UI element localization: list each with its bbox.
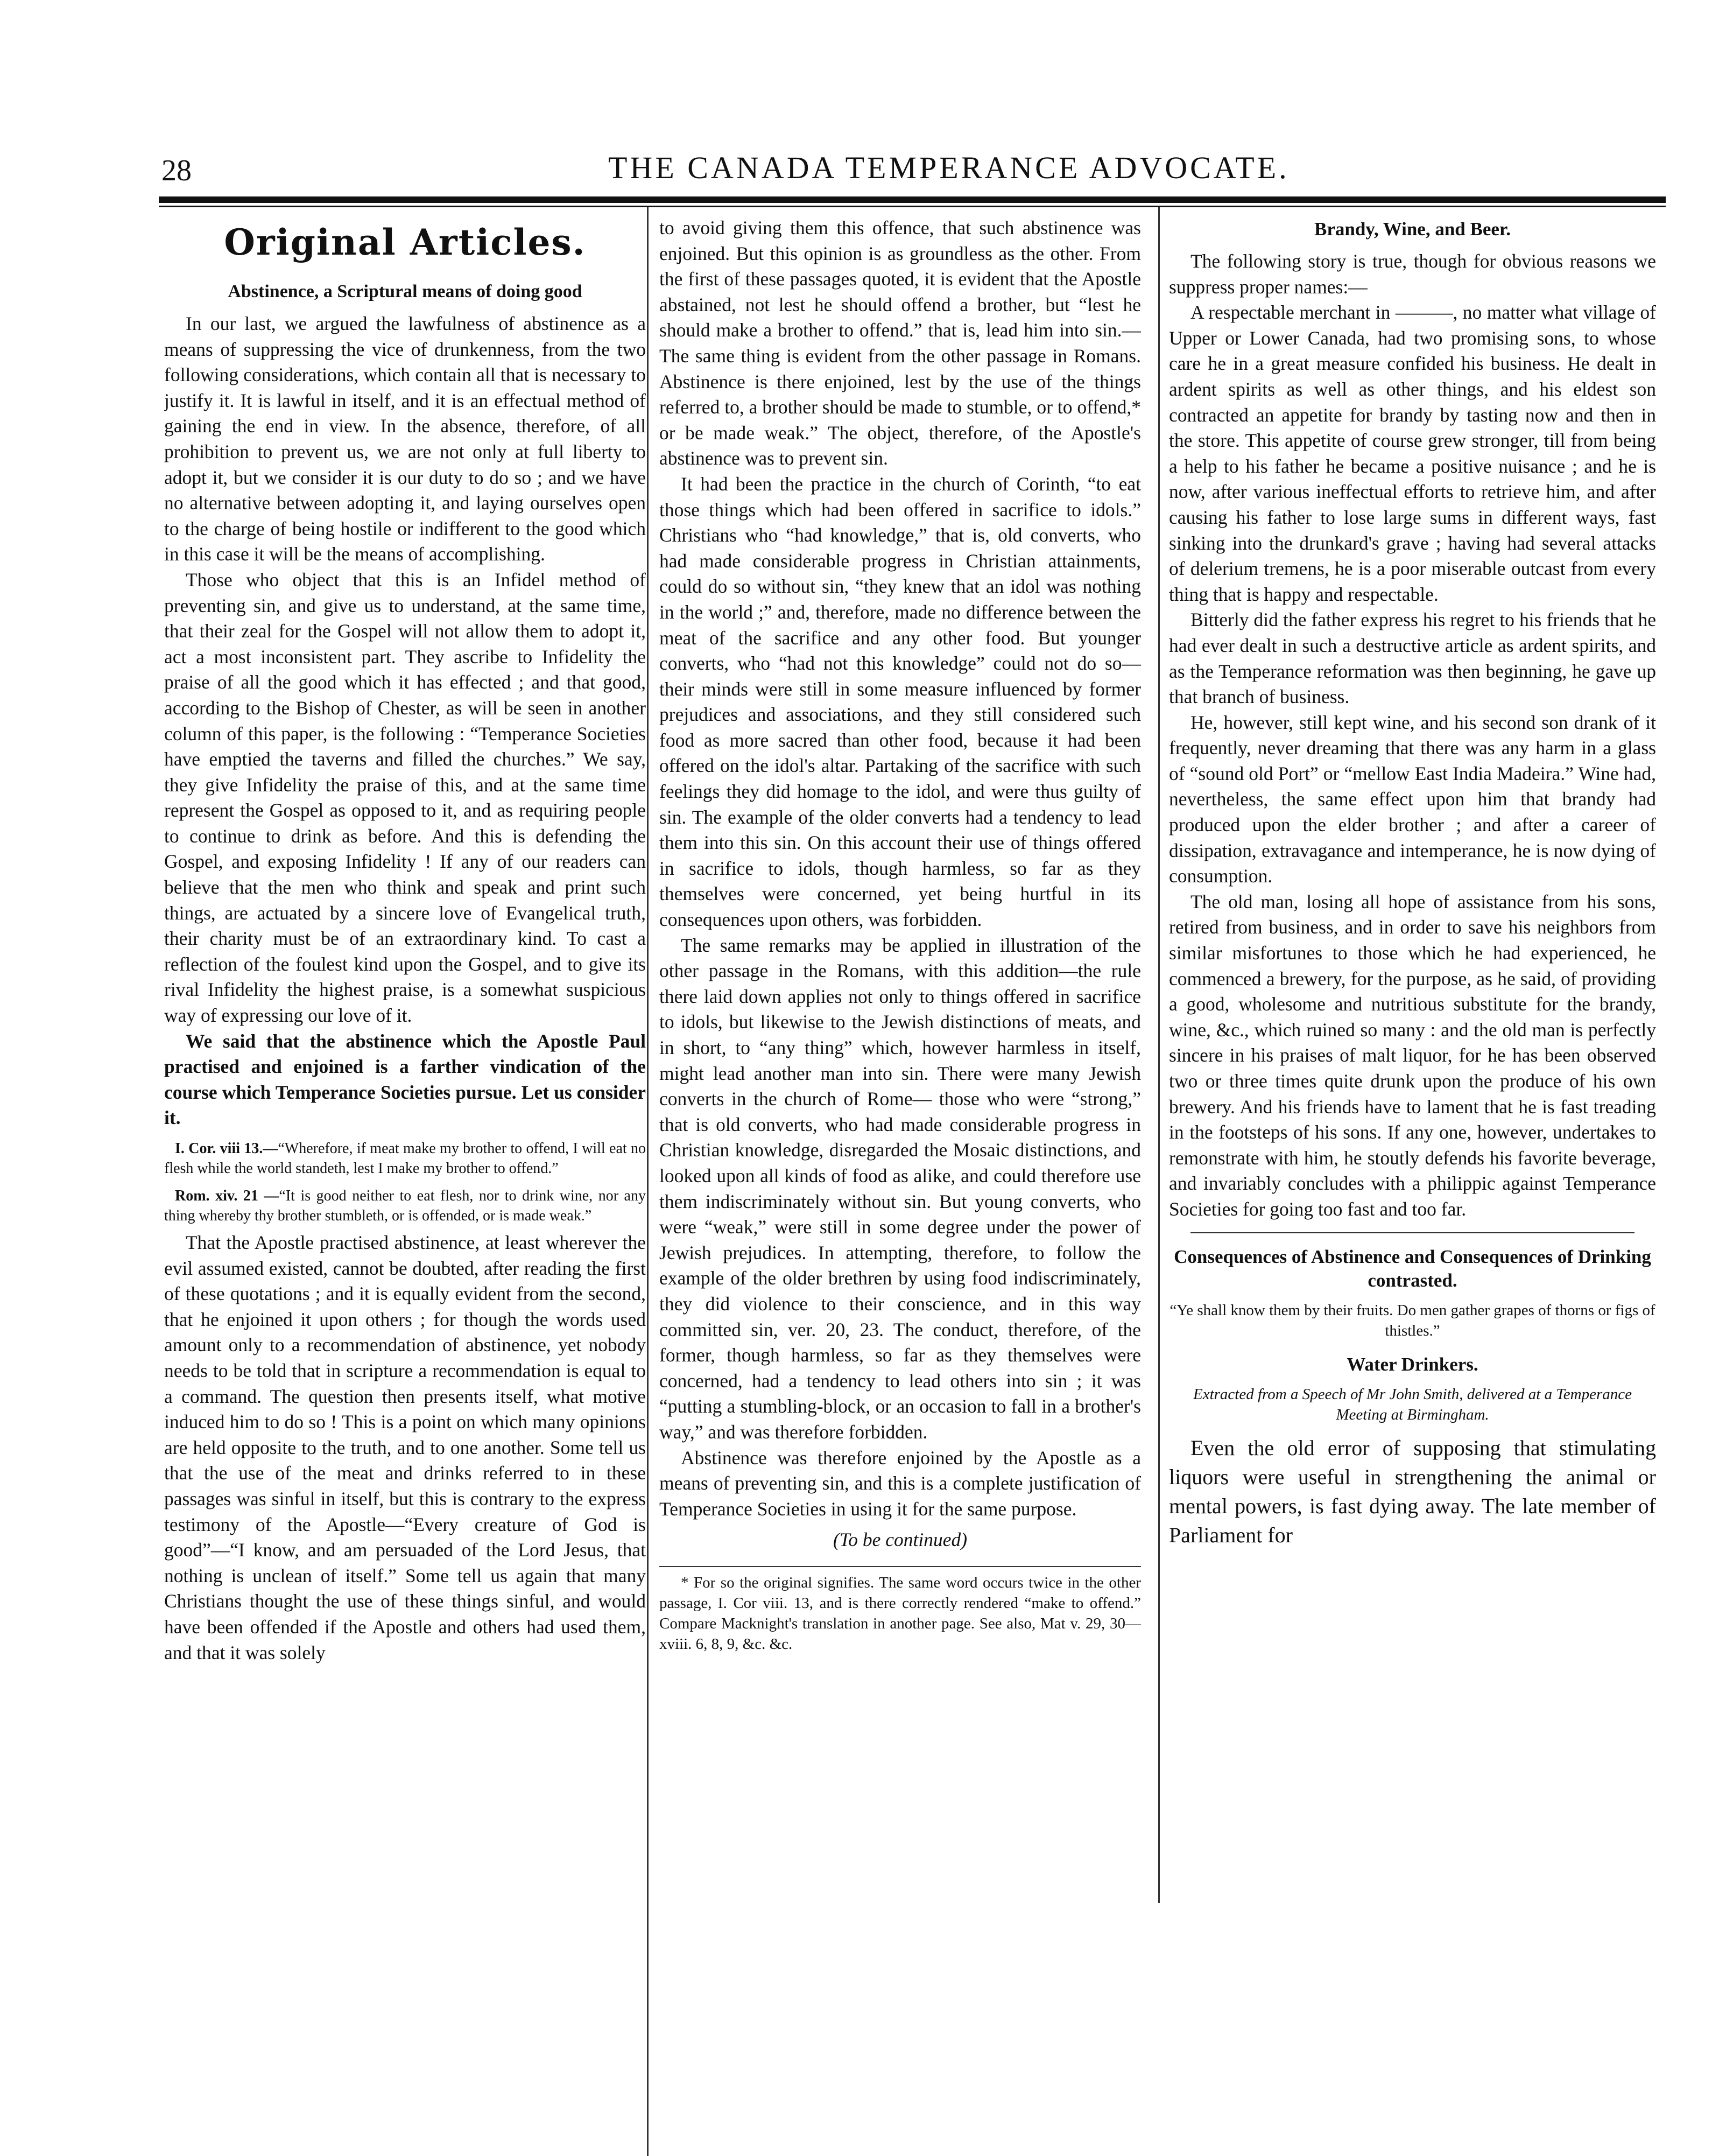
section-heading: Original Articles. xyxy=(224,221,586,263)
section-divider xyxy=(1190,1232,1634,1233)
paragraph: He, however, still kept wine, and his second son drank of it frequently, never dreaming that there was any harm in a glass of “sound old Port” or “mellow East India Madeira.” Wine had, nevertheless, the same effect upon him that brandy had produced upon the elder brother ; and after a career of dissipation, extravagance and intemperance, he is now dying of consumption. xyxy=(1169,711,1656,887)
section-heading-water-drinkers: Water Drinkers. xyxy=(1347,1353,1478,1375)
masthead: THE CANADA TEMPERANCE ADVOCATE. xyxy=(608,150,1290,185)
paragraph: A respectable merchant in ———, no matter what village of Upper or Lower Canada, had two promising sons, to whose care he in a great measure confided his business. He dealt in ardent spirits as well as other things, and his eldest son contracted an appetite for brandy by tasting now and then in the store. This appetite of course grew stronger, till from being a help to his father he became a positive nuisance ; and he is now, after various ineffectual efforts to retrieve him, and after causing his father to lose large sums in different ways, fast sinking into the drunkard's grave ; having had several attacks of delerium tremens, he is a poor miserable outcast from every thing that is happy and respectable. xyxy=(1169,301,1656,605)
column-middle xyxy=(659,215,1141,2132)
paragraph: Those who object that this is an Infidel method of preventing sin, and give us to understand, at the same time, that their zeal for the Gospel will not allow them to adopt it, act a most inconsistent part. They ascribe to Infidelity the praise of all the good which it has effected ; and that good, according to the Bishop of Chester, as will be seen in another column of this paper, is the following : “Temperance Societies have emptied the taverns and filled the churches.” We say, they give Infidelity the praise of this, and at the same time represent the Gospel as opposed to it, and as requiring people to continue to drink as before. And this is defending the Gospel, and exposing Infidelity ! If any of our readers can believe that the men who think and speak and print such things, are actuated by a sincere love of Evangelical truth, their charity must be of an extraordinary kind. To cast a reflection of the foulest kind upon the Gospel, and to give its rival Infidelity the highest praise, is a somewhat suspicious way of expressing our love of it. xyxy=(164,568,646,1027)
paragraph: Even the old error of supposing that stimulating liquors were useful in strengthening the animal or mental powers, is fast dying away. The late member of Parliament for xyxy=(1169,1435,1656,1547)
scripture-reference xyxy=(164,1186,646,1226)
page-number: 28 xyxy=(161,154,192,187)
paragraph: That the Apostle practised abstinence, at least wherever the evil assumed existed, cannot be doubted, after reading the first of these quotations ; and it is equally evident from the second, that he enjoined it upon others ; for though the words used amount only to a recommendation of abstinence, yet nobody needs to be told that in scripture a recommendation is equal to a command. The question then presents itself, what motive induced him to do so ! This is a point on which many opinions are held opposite to the truth, and to one another. Some tell us that the use of the meat and drinks referred to in these passages was sinful in itself, but this is contrary to the express testimony of the Apostle—“Every creature of God is good”—“I know, and am persuaded of the Lord Jesus, that nothing is unclean of itself.” Some tell us again that many Christians thought the use of these things sinful, and would have been offended if the Apostle and others had used them, and that it was solely xyxy=(164,1232,646,1663)
speech-credit: Extracted from a Speech of Mr John Smith, delivered at a Temperance Meeting at Birmingham. xyxy=(1193,1385,1632,1423)
paragraph: The following story is true, though for obvious reasons we suppress proper names:— xyxy=(1169,250,1656,298)
column-left xyxy=(164,215,646,2132)
header-rule-thick xyxy=(159,196,1666,203)
paragraph: Bitterly did the father express his regret to his friends that he had ever dealt in such a destructive article as ardent spirits, and as the Temperance reformation was then beginning, he gave up that branch of business. xyxy=(1169,609,1656,708)
reference-label: I. Cor. viii 13.— xyxy=(175,1140,278,1157)
column-divider xyxy=(647,207,649,2156)
paragraph: The same remarks may be applied in illustration of the other passage in the Romans, with this addition—the rule there laid down applies not only to things offered in sacrifice to idols, but likewise to the Jewish distinctions of meats, and in short, to “any thing” which, however harmless in itself, might lead another man into sin. There were many Jewish converts in the church of Rome— those who were “strong,” that is old converts, who had made considerable progress in Christian knowledge, disregarded the Mosaic distinctions, and looked upon all kinds of food as alike, and could therefore use them indiscriminately without sin. But young converts, who were “weak,” were still in some degree under the power of Jewish prejudices. In attempting, therefore, to follow the example of the older brethren by using food indiscriminately, they did violence to their conscience, and in this way committed sin, ver. 20, 23. The conduct, therefore, of the former, though harmless, so far as they themselves were concerned, had a tendency to lead others into sin ; it was “putting a stumbling-block, or an occasion to fall in a brother's way,” and was therefore forbidden. xyxy=(659,934,1141,1443)
column-right xyxy=(1169,215,1656,2132)
column-divider xyxy=(1158,207,1160,1903)
scripture-reference xyxy=(164,1139,646,1178)
paragraph: It had been the practice in the church of Corinth, “to eat those things which had been offered in sacrifice to idols.” Christians who “had knowledge,” that is, old converts, who had made considerable progress in Christian attainments, could do so without sin, “they knew that an idol was nothing in the world ;” and, therefore, made no difference between the meat of the sacrifice and any other food. But younger converts, who “had not this knowledge” could not do so— their minds were still in some measure influenced by former prejudices and associations, and they still considered such food as more sacred than other food, because it had been offered on the idol's altar. Partaking of the sacrifice with such feelings they did homage to the idol, and were thus guilty of sin. The example of the older converts had a tendency to lead them into this sin. On this account their use of things offered in sacrifice to idols, though harmless, so far as they themselves were concerned, yet being hurtful in its consequences upon others, was forbidden. xyxy=(659,473,1141,931)
section-heading-brandy: Brandy, Wine, and Beer. xyxy=(1314,219,1511,240)
paragraph: to avoid giving them this offence, that such abstinence was enjoined. But this opinion is as groundless as the other. From the first of these passages quoted, it is evident that the Apostle abstained, not lest he should offend a brother, but “lest he should make a brother to offend.” that is, lead him into sin.— The same thing is evident from the other passage in Romans. Abstinence is there enjoined, lest by the use of the things referred to, a brother should be made to stumble, or to offend,* or be made weak.” The object, therefore, of the Apostle's abstinence was to prevent sin. xyxy=(659,217,1141,469)
reference-text: “It is good neither to eat flesh, nor to drink wine, nor any thing whereby thy brother stumbleth, or is offended, or is made weak.” xyxy=(164,1188,646,1224)
paragraph: Abstinence was therefore enjoined by the Apostle as a means of preventing sin, and this is a complete justification of Temperance Societies in using it for the same purpose. xyxy=(659,1446,1141,1520)
epigraph-quote: “Ye shall know them by their fruits. Do men gather grapes of thorns or figs of thistles.” xyxy=(1169,1301,1655,1339)
footnote: * For so the original signifies. The same word occurs twice in the other passage, I. Cor viii. 13, and is there correctly rendered “make to offend.” Compare Macknight's translation in another page. See also, Mat v. 29, 30—xviii. 6, 8, 9, &c. &c. xyxy=(659,1566,1141,1654)
continued-note: (To be continued) xyxy=(833,1529,968,1551)
section-heading-consequences: Consequences of Abstinence and Consequences of Drinking contrasted. xyxy=(1174,1246,1651,1291)
reference-label: Rom. xiv. 21 — xyxy=(175,1188,279,1204)
paragraph: In our last, we argued the lawfulness of abstinence as a means of suppressing the vice of drunkenness, from the two following considerations, which contain all that is necessary to justify it. It is lawful in itself, and it is an effectual method of gaining the end in view. In the absence, therefore, of all prohibition to prevent us, we are not only at full liberty to adopt it, but we consider it is our duty to do so ; and we have no alternative between adopting it, and laying ourselves open to the charge of being hostile or indifferent to the good which in this case it will be the means of accomplishing. xyxy=(164,313,646,565)
paragraph: We said that the abstinence which the Apostle Paul practised and enjoined is a farther vindication of the course which Temperance Societies pursue. Let us consider it. xyxy=(164,1030,646,1129)
paragraph: The old man, losing all hope of assistance from his sons, retired from business, and in order to save his neighbors from similar misfortunes to those which he had experienced, he commenced a brewery, for the purpose, as he said, of providing a good, wholesome and nutritious substitute for the brandy, wine, &c., which ruined so many : and the old man is perfectly sincere in his praises of malt liquor, for he has been observed two or three times quite drunk upon the produce of his own brewery. And his friends have to lament that he is fast treading in the footsteps of his sons. If any one, however, undertakes to remonstrate with him, he stoutly defends his favorite beverage, and invariably concludes with a philippic against Temperance Societies for going too fast and too far. xyxy=(1169,890,1656,1220)
article-title: Abstinence, a Scriptural means of doing good xyxy=(228,282,582,301)
reference-text: “Wherefore, if meat make my brother to offend, I will eat no flesh while the world standeth, lest I make my brother to offend.” xyxy=(164,1140,646,1177)
header-rule-thin xyxy=(159,206,1666,207)
